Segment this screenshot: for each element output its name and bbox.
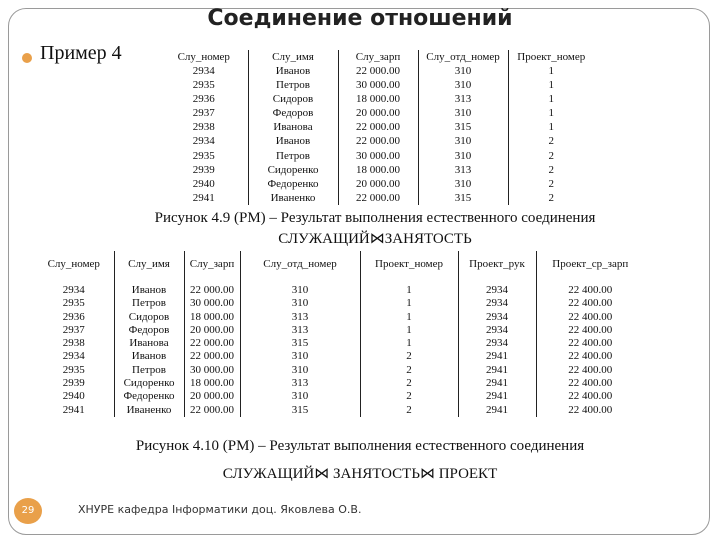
table-cell: 20 000.00 bbox=[338, 106, 418, 120]
table-cell: 22 000.00 bbox=[184, 337, 240, 350]
relation-expression-1: СЛУЖАЩИЙ⋈ЗАНЯТОСТЬ bbox=[278, 231, 472, 247]
column-header: Проект_номер bbox=[360, 251, 458, 280]
table-cell: 2940 bbox=[62, 390, 85, 403]
table-cell: 2934 bbox=[62, 350, 85, 363]
table-cell: 310 bbox=[240, 350, 360, 363]
result-table-1 bbox=[160, 50, 594, 205]
table-cell: 2935 bbox=[192, 149, 215, 162]
table-cell: 2940 bbox=[192, 177, 215, 190]
table-row bbox=[160, 163, 594, 177]
table-cell: Иванова bbox=[114, 337, 184, 350]
table-cell: Иванова bbox=[248, 120, 338, 134]
table-cell: Иванов bbox=[114, 280, 184, 298]
table-cell: 1 bbox=[360, 337, 458, 350]
table-cell: Петров bbox=[114, 364, 184, 377]
table-row bbox=[160, 106, 594, 120]
table-cell: 1 bbox=[360, 311, 458, 324]
table-cell: 22 400.00 bbox=[536, 390, 644, 403]
table-cell: 2938 bbox=[62, 337, 85, 350]
table-cell: 313 bbox=[418, 92, 508, 106]
table-cell: 20 000.00 bbox=[184, 390, 240, 403]
table-cell: 313 bbox=[240, 311, 360, 324]
table-cell: 22 400.00 bbox=[536, 337, 644, 350]
table-row bbox=[160, 64, 594, 78]
table-cell: 2941 bbox=[458, 390, 536, 403]
table-cell: 2934 bbox=[458, 311, 536, 324]
table-cell: 30 000.00 bbox=[184, 297, 240, 310]
table-cell: 2 bbox=[508, 134, 594, 148]
table-cell: 18 000.00 bbox=[338, 92, 418, 106]
table-cell: Петров bbox=[248, 78, 338, 92]
table-cell: 1 bbox=[360, 280, 458, 298]
table-cell: 22 000.00 bbox=[338, 134, 418, 148]
table-cell: 2 bbox=[508, 163, 594, 177]
table-cell: 310 bbox=[240, 297, 360, 310]
table-cell: Иваненко bbox=[248, 191, 338, 205]
table-cell: 2935 bbox=[62, 297, 85, 310]
example-label: Пример 4 bbox=[40, 42, 122, 64]
table-cell: 18 000.00 bbox=[184, 377, 240, 390]
table-row bbox=[34, 350, 644, 363]
footer-text: ХНУРЕ кафедра Інформатики доц. Яковлева О.В. bbox=[78, 503, 362, 516]
table-row bbox=[160, 134, 594, 148]
table-cell: Федоренко bbox=[114, 390, 184, 403]
table-cell: Иваненко bbox=[114, 404, 184, 417]
column-header: Слу_отд_номер bbox=[240, 251, 360, 280]
table-cell: 22 000.00 bbox=[338, 120, 418, 134]
table-cell: 315 bbox=[240, 404, 360, 417]
table-cell: 2934 bbox=[62, 284, 85, 296]
table-cell: 2941 bbox=[458, 377, 536, 390]
table-cell: 310 bbox=[418, 149, 508, 163]
table-cell: 1 bbox=[508, 92, 594, 106]
table-cell: 1 bbox=[508, 120, 594, 134]
table-row bbox=[160, 120, 594, 134]
table-cell: 22 000.00 bbox=[338, 64, 418, 78]
table-cell: 2937 bbox=[192, 107, 215, 120]
column-header: Слу_отд_номер bbox=[418, 50, 508, 64]
table-cell: 1 bbox=[360, 324, 458, 337]
column-header: Проект_рук bbox=[458, 251, 536, 280]
table-cell: 313 bbox=[240, 324, 360, 337]
table-row bbox=[34, 280, 644, 298]
table-cell: 2 bbox=[360, 364, 458, 377]
table-row bbox=[34, 404, 644, 417]
table-cell: 22 000.00 bbox=[184, 350, 240, 363]
table-cell: 2 bbox=[360, 390, 458, 403]
table-cell: 22 000.00 bbox=[184, 280, 240, 298]
column-header: Проект_номер bbox=[508, 50, 594, 64]
table-cell: 22 400.00 bbox=[536, 311, 644, 324]
table-cell: 22 400.00 bbox=[536, 280, 644, 298]
table-cell: 2941 bbox=[458, 404, 536, 417]
table-cell: 22 400.00 bbox=[536, 350, 644, 363]
table-cell: 2937 bbox=[62, 323, 85, 336]
table-cell: 30 000.00 bbox=[184, 364, 240, 377]
table-cell: 310 bbox=[418, 177, 508, 191]
table-cell: 20 000.00 bbox=[184, 324, 240, 337]
table-cell: 2934 bbox=[458, 324, 536, 337]
table-cell: Петров bbox=[114, 297, 184, 310]
table-cell: 315 bbox=[418, 120, 508, 134]
figure-caption-2: Рисунок 4.10 (РМ) – Результат выполнения естественного соединения bbox=[135, 438, 585, 454]
table-cell: 2934 bbox=[458, 280, 536, 298]
table-cell: 1 bbox=[360, 297, 458, 310]
result-table-2 bbox=[34, 251, 644, 417]
table-row bbox=[34, 311, 644, 324]
table-cell: 2934 bbox=[192, 65, 215, 77]
table-cell: 310 bbox=[418, 64, 508, 78]
table-row bbox=[34, 390, 644, 403]
table-cell: 22 400.00 bbox=[536, 377, 644, 390]
table-cell: 310 bbox=[240, 364, 360, 377]
table-cell: 315 bbox=[418, 191, 508, 205]
table-cell: 30 000.00 bbox=[338, 149, 418, 163]
table-cell: Сидоров bbox=[248, 92, 338, 106]
table-cell: 22 400.00 bbox=[536, 297, 644, 310]
table-cell: 310 bbox=[418, 78, 508, 92]
table-cell: 313 bbox=[418, 163, 508, 177]
table-row bbox=[34, 324, 644, 337]
table-cell: Сидоренко bbox=[248, 163, 338, 177]
table-cell: 20 000.00 bbox=[338, 177, 418, 191]
table-cell: 2936 bbox=[192, 93, 215, 106]
table-cell: 2934 bbox=[458, 337, 536, 350]
table-cell: 22 000.00 bbox=[184, 404, 240, 417]
table-cell: 310 bbox=[418, 106, 508, 120]
table-row bbox=[160, 191, 594, 205]
table-row bbox=[34, 337, 644, 350]
relation-expression-2: СЛУЖАЩИЙ⋈ ЗАНЯТОСТЬ⋈ ПРОЕКТ bbox=[222, 466, 498, 482]
table-cell: 2939 bbox=[192, 163, 215, 176]
table-cell: 2 bbox=[360, 350, 458, 363]
table-cell: 2941 bbox=[458, 364, 536, 377]
table-row bbox=[160, 92, 594, 106]
table-row bbox=[160, 78, 594, 92]
figure-caption-1: Рисунок 4.9 (РМ) – Результат выполнения естественного соединения bbox=[154, 210, 596, 226]
table-row bbox=[34, 297, 644, 310]
table-header-row bbox=[160, 50, 594, 64]
table-cell: 2939 bbox=[62, 377, 85, 390]
table-row bbox=[160, 149, 594, 163]
table-cell: Федоров bbox=[248, 106, 338, 120]
bullet-icon bbox=[22, 53, 32, 63]
table-row bbox=[34, 364, 644, 377]
table-cell: 18 000.00 bbox=[338, 163, 418, 177]
table-row bbox=[34, 377, 644, 390]
table-cell: Иванов bbox=[248, 64, 338, 78]
table-cell: 2934 bbox=[458, 297, 536, 310]
table-cell: 2 bbox=[360, 404, 458, 417]
table-cell: 22 400.00 bbox=[536, 364, 644, 377]
table-cell: 310 bbox=[240, 280, 360, 298]
table-cell: 2941 bbox=[62, 403, 85, 416]
table-cell: 1 bbox=[508, 78, 594, 92]
table-cell: 315 bbox=[240, 337, 360, 350]
table-cell: 2935 bbox=[62, 363, 85, 376]
table-cell: 22 000.00 bbox=[338, 191, 418, 205]
table-cell: 2 bbox=[508, 177, 594, 191]
table-cell: Федоренко bbox=[248, 177, 338, 191]
table-cell: Сидоренко bbox=[114, 377, 184, 390]
table-cell: 2 bbox=[360, 377, 458, 390]
table-cell: 1 bbox=[508, 64, 594, 78]
table-cell: 310 bbox=[240, 390, 360, 403]
table-cell: 2 bbox=[508, 191, 594, 205]
table-cell: 22 400.00 bbox=[536, 324, 644, 337]
slide-title: Соединение отношений bbox=[207, 6, 513, 31]
table-cell: 2 bbox=[508, 149, 594, 163]
table-cell: 30 000.00 bbox=[338, 78, 418, 92]
table-cell: 2941 bbox=[192, 191, 215, 204]
column-header: Слу_имя bbox=[114, 251, 184, 280]
table-cell: Федоров bbox=[114, 324, 184, 337]
table-cell: 1 bbox=[508, 106, 594, 120]
table-cell: 313 bbox=[240, 377, 360, 390]
table-cell: 22 400.00 bbox=[536, 404, 644, 417]
table-cell: 18 000.00 bbox=[184, 311, 240, 324]
table-cell: Сидоров bbox=[114, 311, 184, 324]
table-cell: Петров bbox=[248, 149, 338, 163]
table-cell: 310 bbox=[418, 134, 508, 148]
column-header: Проект_ср_зарп bbox=[536, 251, 644, 280]
column-header: Слу_зарп bbox=[338, 50, 418, 64]
table-cell: Иванов bbox=[248, 134, 338, 148]
table-cell: 2935 bbox=[192, 79, 215, 92]
table-cell: 2938 bbox=[192, 121, 215, 134]
column-header: Слу_номер bbox=[177, 51, 230, 63]
page-number-badge: 29 bbox=[14, 498, 42, 524]
table-cell: 2934 bbox=[192, 135, 215, 148]
table-cell: 2936 bbox=[62, 310, 85, 323]
table-header-row bbox=[34, 251, 644, 280]
column-header: Слу_номер bbox=[47, 258, 100, 271]
table-row bbox=[160, 177, 594, 191]
table-cell: Иванов bbox=[114, 350, 184, 363]
table-cell: 2941 bbox=[458, 350, 536, 363]
column-header: Слу_имя bbox=[248, 50, 338, 64]
column-header: Слу_зарп bbox=[184, 251, 240, 280]
